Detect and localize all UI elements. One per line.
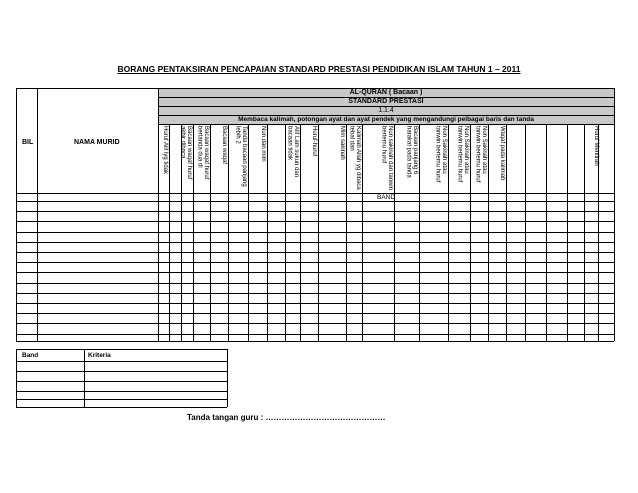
student-row [16, 293, 614, 294]
section-heading: AL-QURAN ( Bacaan ) [349, 89, 423, 96]
criteria-header-10: Kalimah Allah yg dibaca tebal dan [348, 126, 361, 190]
teacher-signature-line: Tanda tangan guru : ……………………………………… [187, 413, 386, 422]
table-border-top [16, 88, 614, 89]
kriteria-table-row [16, 361, 227, 362]
criteria-header-15: Nun Sakinah atau tanwin bertemu huruf [474, 126, 487, 183]
header-divider [158, 115, 614, 116]
kriteria-table-top [16, 349, 227, 350]
criteria-header-6: Nun dan mim [260, 126, 266, 162]
kriteria-table-row [16, 381, 227, 382]
criteria-header-11: Nun sakinah dan tanwin bertemu huruf [380, 126, 393, 191]
band-column-header: Band [22, 352, 39, 359]
student-row [16, 211, 614, 212]
student-row [16, 283, 614, 284]
header-divider [158, 106, 614, 107]
standard-description: Membaca kalimah, potongan ayat dan ayat pendek yang mengandungi pelbagai baris dan tanda [238, 116, 534, 123]
band-label: BAND [376, 194, 396, 201]
standard-code: 1.1.4 [378, 107, 394, 114]
student-row [16, 252, 614, 253]
criteria-header-12: Bacaan panjang 6 harakat pada tanda [405, 126, 418, 178]
table-border-bottom [16, 341, 614, 342]
nama-murid-header: NAMA MURID [74, 139, 120, 146]
form-title: BORANG PENTAKSIRAN PENCAPAIAN STANDARD PRESTASI PENDIDIKAN ISLAM TAHUN 1 – 2011 [117, 64, 521, 74]
header-divider [158, 97, 614, 98]
kriteria-table-left [16, 349, 17, 407]
student-row [16, 313, 614, 314]
student-row [16, 262, 614, 263]
kriteria-table-row [16, 371, 227, 372]
criteria-header-13: Nun Sakinah atau tanwin bertemu huruf [434, 126, 447, 183]
criteria-header-1: Huruf Alif lyg tidak [162, 126, 168, 175]
student-row [16, 232, 614, 233]
criteria-column-divider [614, 124, 615, 341]
criteria-header-5: Tanda bacaan panjang lebih 2 [234, 126, 247, 187]
criteria-header-7: Alif Lam sukun dan bacaan tidak [286, 126, 299, 178]
criteria-header-8: Huruf-huruf [311, 126, 317, 157]
student-row [16, 303, 614, 304]
kriteria-table-divider [84, 349, 85, 407]
kriteria-column-header: Kriteria [88, 352, 111, 359]
criteria-header-3: Bacaan waqaf huruf bertanda dua di [196, 126, 209, 180]
criteria-header-16: Waqaf pada kalimah [499, 126, 505, 181]
student-row [16, 242, 614, 243]
student-row [16, 272, 614, 273]
standard-heading: STANDARD PRESTASI [348, 98, 424, 105]
kriteria-table-bottom [16, 407, 227, 408]
criteria-header-14: Nun Sakinah atau tanwin bertemu huruf [456, 126, 469, 183]
criteria-header-9: Mim sakinah [339, 126, 345, 160]
student-row [16, 221, 614, 222]
kriteria-table-right [227, 349, 228, 407]
criteria-header-extra: Huruf Mentirah [593, 126, 599, 166]
student-row [16, 334, 614, 335]
student-row [16, 323, 614, 324]
kriteria-table-row [16, 391, 227, 392]
kriteria-table-row [16, 399, 227, 400]
criteria-header-2: Bacaan waqaf huruf akhir dibaca [179, 126, 192, 180]
criteria-header-4: Bacaan waqaf [221, 126, 227, 165]
bil-header: BIL [22, 139, 34, 146]
